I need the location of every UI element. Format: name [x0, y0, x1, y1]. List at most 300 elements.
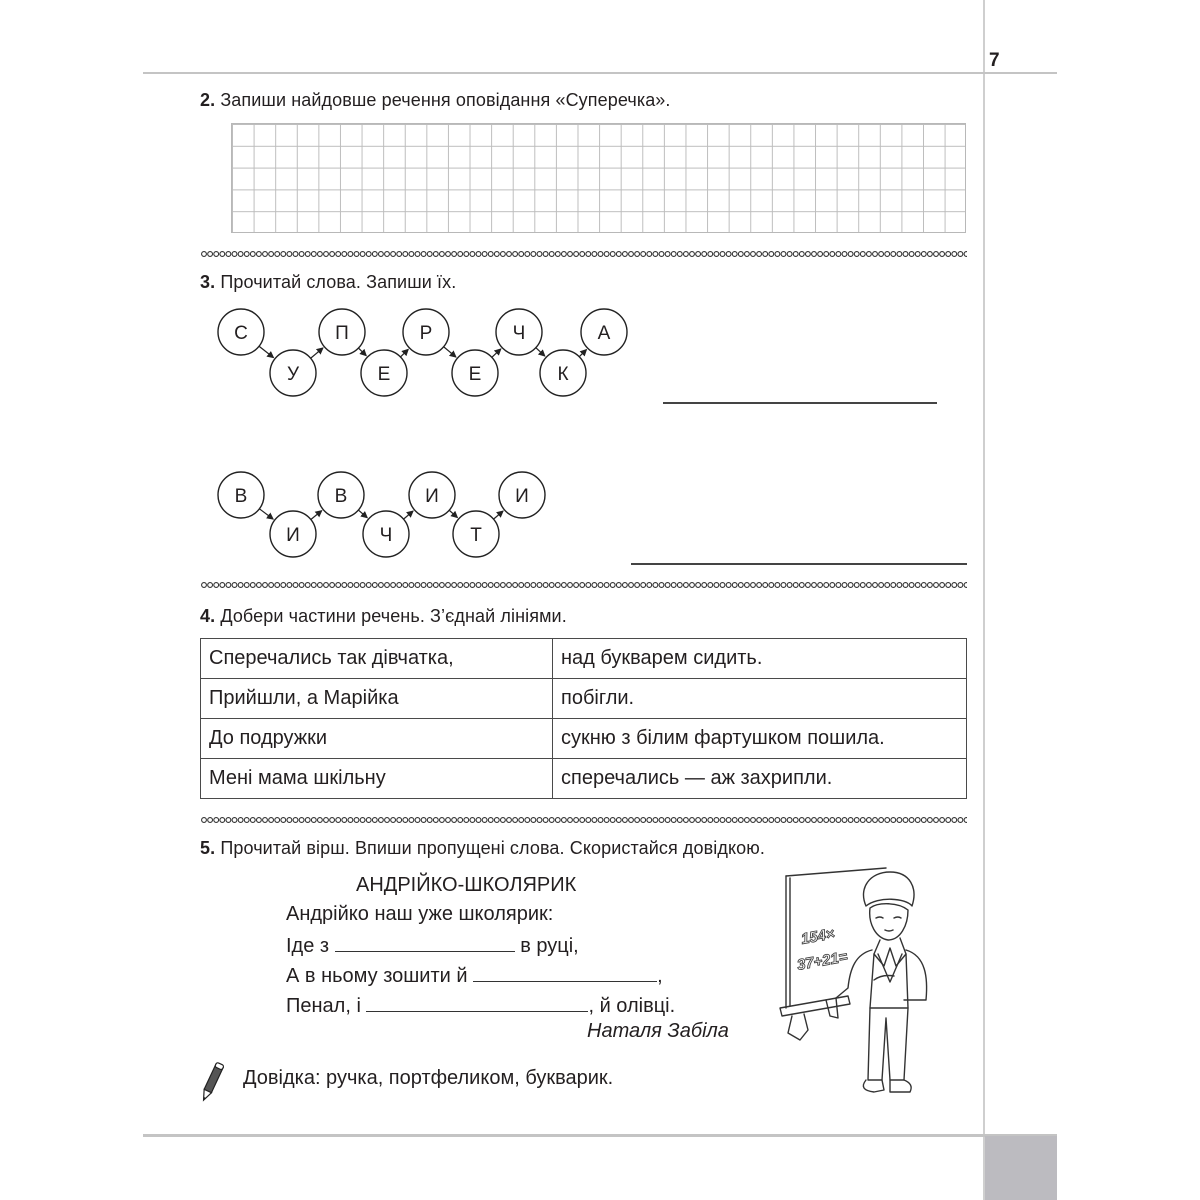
divider-ring — [360, 583, 365, 588]
sentence-end[interactable]: сперечались — аж захрипли. — [553, 759, 967, 799]
divider-ring — [873, 583, 878, 588]
divider-ring — [372, 818, 377, 823]
divider-ring — [238, 252, 243, 257]
divider-ring — [202, 583, 207, 588]
letter: Е — [468, 364, 482, 385]
letter: Ч — [379, 525, 393, 546]
divider-ring — [494, 818, 499, 823]
divider-ring — [653, 818, 658, 823]
divider-ring — [732, 252, 737, 257]
divider-ring — [726, 252, 731, 257]
page-header-line — [143, 72, 1057, 74]
divider-ring — [781, 252, 786, 257]
divider-ring — [684, 818, 689, 823]
divider-ring — [305, 583, 310, 588]
divider-ring — [238, 583, 243, 588]
divider-ring — [824, 252, 829, 257]
hint-text: Довідка: ручка, портфеликом, букварик. — [243, 1067, 614, 1089]
divider-ring — [415, 583, 420, 588]
divider-ring — [372, 583, 377, 588]
divider-ring — [610, 252, 615, 257]
sentence-start[interactable]: Мені мама шкільну — [201, 759, 553, 799]
divider-ring — [452, 818, 457, 823]
letter-chains — [200, 300, 660, 560]
divider-ring — [946, 252, 951, 257]
task-text: Прочитай вірш. Впиши пропущені слова. Скористайся довідкою. — [220, 838, 765, 858]
divider-ring — [470, 818, 475, 823]
divider-ring — [677, 252, 682, 257]
divider-ring — [257, 252, 262, 257]
divider-ring — [562, 252, 567, 257]
task-number: 2. — [200, 90, 216, 110]
divider-ring — [543, 818, 548, 823]
task-2-instruction — [200, 90, 671, 111]
arrow-connector — [358, 348, 366, 355]
divider-ring — [232, 252, 237, 257]
divider-ring — [415, 818, 420, 823]
divider-ring — [757, 583, 762, 588]
divider-ring — [702, 252, 707, 257]
divider-ring — [671, 818, 676, 823]
divider-ring — [574, 252, 579, 257]
divider-ring — [275, 252, 280, 257]
divider-ring — [549, 818, 554, 823]
task-text: Запиши найдовше речення оповідання «Суперечка». — [220, 90, 671, 110]
arrow-connector — [404, 511, 413, 519]
letter: В — [234, 486, 248, 507]
divider-ring — [763, 583, 768, 588]
divider-ring — [360, 818, 365, 823]
sentence-start[interactable]: Прийшли, а Марійка — [201, 679, 553, 719]
divider-ring — [763, 818, 768, 823]
fill-blank[interactable] — [366, 993, 588, 1012]
divider-ring — [616, 583, 621, 588]
divider-ring — [867, 252, 872, 257]
divider-ring — [592, 583, 597, 588]
poem-author: Наталя Забіла — [587, 1020, 729, 1042]
poem-line: Андрійко наш уже школярик: — [286, 903, 554, 925]
divider-ring — [488, 583, 493, 588]
divider-ring — [440, 818, 445, 823]
divider-ring — [330, 252, 335, 257]
divider-ring — [421, 818, 426, 823]
divider-ring — [909, 252, 914, 257]
divider-ring — [934, 818, 939, 823]
divider-ring — [470, 252, 475, 257]
sentence-end[interactable]: побігли. — [553, 679, 967, 719]
divider-ring — [397, 583, 402, 588]
divider-ring — [354, 818, 359, 823]
divider-ring — [464, 252, 469, 257]
divider-ring — [580, 818, 585, 823]
divider-ring — [214, 252, 219, 257]
divider-ring — [354, 252, 359, 257]
answer-line-word-2[interactable] — [631, 563, 967, 565]
divider-ring — [659, 583, 664, 588]
divider-ring — [494, 583, 499, 588]
divider-ring — [208, 583, 213, 588]
divider-ring — [665, 818, 670, 823]
letter: А — [597, 323, 611, 344]
divider-ring — [574, 583, 579, 588]
divider-ring — [964, 583, 967, 588]
divider-ring — [702, 818, 707, 823]
fill-blank[interactable] — [335, 933, 515, 952]
divider-ring — [348, 818, 353, 823]
arrow-connector — [492, 349, 501, 357]
divider-ring — [745, 583, 750, 588]
divider-ring — [775, 818, 780, 823]
divider-ring — [531, 818, 536, 823]
divider-ring — [360, 252, 365, 257]
divider-ring — [525, 252, 530, 257]
arrow-connector — [311, 511, 322, 520]
divider-ring — [891, 818, 896, 823]
sentence-end[interactable]: сукню з білим фартушком пошила. — [553, 719, 967, 759]
divider-ring — [476, 818, 481, 823]
divider-ring — [452, 583, 457, 588]
divider-ring — [263, 583, 268, 588]
answer-line-word-1[interactable] — [663, 402, 937, 404]
divider-ring — [232, 818, 237, 823]
divider-ring — [738, 252, 743, 257]
divider-ring — [696, 252, 701, 257]
divider-ring — [397, 818, 402, 823]
poem-line — [286, 933, 579, 958]
divider-ring — [311, 252, 316, 257]
section-divider — [200, 816, 967, 824]
divider-ring — [379, 252, 384, 257]
divider-ring — [928, 818, 933, 823]
divider-ring — [818, 252, 823, 257]
divider-ring — [275, 583, 280, 588]
divider-ring — [458, 818, 463, 823]
divider-ring — [501, 818, 506, 823]
fill-blank[interactable] — [473, 963, 657, 982]
divider-ring — [757, 818, 762, 823]
divider-ring — [616, 252, 621, 257]
divider-ring — [616, 818, 621, 823]
divider-ring — [604, 252, 609, 257]
divider-ring — [726, 583, 731, 588]
divider-ring — [269, 818, 274, 823]
divider-ring — [848, 583, 853, 588]
divider-ring — [244, 583, 249, 588]
poem-line — [286, 963, 663, 988]
letter: Т — [470, 525, 482, 546]
divider-ring — [696, 818, 701, 823]
divider-ring — [873, 252, 878, 257]
divider-ring — [379, 818, 384, 823]
arrow-connector — [449, 510, 457, 517]
divider-ring — [427, 252, 432, 257]
divider-ring — [665, 252, 670, 257]
divider-ring — [433, 583, 438, 588]
divider-ring — [586, 252, 591, 257]
divider-ring — [519, 252, 524, 257]
divider-ring — [848, 818, 853, 823]
divider-ring — [299, 818, 304, 823]
divider-ring — [732, 818, 737, 823]
divider-ring — [287, 818, 292, 823]
divider-ring — [610, 818, 615, 823]
divider-ring — [824, 818, 829, 823]
divider-ring — [812, 583, 817, 588]
divider-ring — [921, 818, 926, 823]
divider-ring — [250, 818, 255, 823]
divider-ring — [452, 252, 457, 257]
page-number: 7 — [989, 50, 1000, 71]
divider-ring — [220, 252, 225, 257]
divider-ring — [879, 583, 884, 588]
divider-ring — [263, 818, 268, 823]
divider-ring — [769, 818, 774, 823]
divider-ring — [549, 252, 554, 257]
divider-ring — [379, 583, 384, 588]
divider-ring — [586, 583, 591, 588]
divider-ring — [732, 583, 737, 588]
divider-ring — [244, 252, 249, 257]
divider-ring — [598, 252, 603, 257]
divider-ring — [464, 583, 469, 588]
divider-ring — [494, 252, 499, 257]
divider-ring — [897, 252, 902, 257]
divider-ring — [958, 818, 963, 823]
divider-ring — [806, 818, 811, 823]
divider-ring — [641, 583, 646, 588]
arrow-connector — [494, 511, 503, 519]
divider-ring — [415, 252, 420, 257]
page-footer-line — [143, 1134, 1057, 1137]
divider-ring — [696, 583, 701, 588]
divider-ring — [787, 252, 792, 257]
divider-ring — [793, 818, 798, 823]
pencil-icon — [198, 1060, 226, 1104]
divider-ring — [751, 583, 756, 588]
divider-ring — [202, 252, 207, 257]
sentence-start[interactable]: Сперечались так дівчатка, — [201, 639, 553, 679]
divider-ring — [903, 818, 908, 823]
divider-ring — [464, 818, 469, 823]
divider-ring — [458, 583, 463, 588]
divider-ring — [720, 252, 725, 257]
divider-ring — [568, 583, 573, 588]
divider-ring — [257, 583, 262, 588]
divider-ring — [641, 818, 646, 823]
divider-ring — [232, 583, 237, 588]
divider-ring — [555, 583, 560, 588]
divider-ring — [860, 583, 865, 588]
divider-ring — [366, 818, 371, 823]
divider-ring — [598, 818, 603, 823]
divider-ring — [226, 818, 231, 823]
divider-ring — [867, 583, 872, 588]
divider-ring — [903, 252, 908, 257]
divider-ring — [818, 818, 823, 823]
letter: С — [234, 323, 248, 344]
divider-ring — [318, 583, 323, 588]
divider-ring — [305, 818, 310, 823]
divider-ring — [482, 818, 487, 823]
divider-ring — [940, 583, 945, 588]
divider-ring — [714, 252, 719, 257]
divider-ring — [708, 818, 713, 823]
divider-ring — [318, 818, 323, 823]
divider-ring — [238, 818, 243, 823]
divider-ring — [525, 583, 530, 588]
divider-ring — [915, 818, 920, 823]
divider-ring — [592, 818, 597, 823]
letter: Р — [419, 323, 433, 344]
divider-ring — [934, 583, 939, 588]
divider-ring — [293, 252, 298, 257]
divider-ring — [574, 818, 579, 823]
divider-ring — [775, 583, 780, 588]
divider-ring — [915, 252, 920, 257]
divider-ring — [476, 583, 481, 588]
divider-ring — [897, 583, 902, 588]
arrow-connector — [536, 348, 545, 356]
divider-ring — [629, 818, 634, 823]
section-divider — [200, 581, 967, 589]
divider-ring — [671, 252, 676, 257]
letter: П — [335, 323, 349, 344]
divider-ring — [708, 252, 713, 257]
divider-ring — [690, 818, 695, 823]
divider-ring — [476, 252, 481, 257]
divider-ring — [836, 252, 841, 257]
arrow-connector — [259, 346, 273, 357]
arrow-connector — [579, 350, 586, 357]
table-row — [201, 719, 967, 759]
divider-ring — [690, 583, 695, 588]
divider-ring — [586, 818, 591, 823]
arrow-connector — [259, 509, 273, 519]
divider-ring — [806, 583, 811, 588]
writing-grid[interactable] — [231, 123, 966, 233]
divider-ring — [751, 818, 756, 823]
letter: И — [286, 525, 300, 546]
divider-ring — [421, 252, 426, 257]
divider-ring — [854, 583, 859, 588]
divider-ring — [842, 583, 847, 588]
divider-ring — [568, 818, 573, 823]
divider-ring — [836, 583, 841, 588]
divider-ring — [537, 583, 542, 588]
divider-ring — [555, 818, 560, 823]
divider-ring — [964, 818, 967, 823]
letter: В — [334, 486, 348, 507]
letter: Е — [377, 364, 391, 385]
divider-ring — [421, 583, 426, 588]
divider-ring — [531, 583, 536, 588]
divider-ring — [604, 818, 609, 823]
divider-ring — [391, 818, 396, 823]
divider-ring — [208, 252, 213, 257]
sentence-end[interactable]: над букварем сидить. — [553, 639, 967, 679]
divider-ring — [824, 583, 829, 588]
divider-ring — [879, 252, 884, 257]
divider-ring — [799, 818, 804, 823]
divider-ring — [488, 818, 493, 823]
divider-ring — [677, 583, 682, 588]
divider-ring — [745, 252, 750, 257]
divider-ring — [397, 252, 402, 257]
divider-ring — [726, 818, 731, 823]
divider-ring — [342, 252, 347, 257]
divider-ring — [433, 252, 438, 257]
divider-ring — [513, 818, 518, 823]
task-text: Прочитай слова. Запиши їх. — [220, 272, 457, 292]
divider-ring — [885, 818, 890, 823]
arrow-connector — [444, 347, 456, 357]
divider-ring — [501, 583, 506, 588]
divider-ring — [909, 818, 914, 823]
divider-ring — [860, 818, 865, 823]
divider-ring — [269, 252, 274, 257]
divider-ring — [269, 583, 274, 588]
divider-ring — [885, 583, 890, 588]
divider-ring — [842, 818, 847, 823]
arrow-connector — [358, 510, 367, 518]
divider-ring — [580, 252, 585, 257]
sentence-start[interactable]: До подружки — [201, 719, 553, 759]
divider-ring — [891, 252, 896, 257]
divider-ring — [214, 818, 219, 823]
page-margin-vertical-line — [983, 0, 985, 1200]
divider-ring — [537, 818, 542, 823]
divider-ring — [665, 583, 670, 588]
task-3-instruction — [200, 272, 456, 293]
divider-ring — [714, 583, 719, 588]
divider-ring — [214, 583, 219, 588]
divider-ring — [409, 818, 414, 823]
divider-ring — [623, 252, 628, 257]
divider-ring — [879, 818, 884, 823]
divider-ring — [787, 583, 792, 588]
divider-ring — [812, 252, 817, 257]
poem-text: , й олівці. — [588, 995, 676, 1017]
divider-ring — [311, 583, 316, 588]
divider-ring — [427, 583, 432, 588]
divider-ring — [921, 252, 926, 257]
divider-ring — [781, 583, 786, 588]
divider-ring — [653, 252, 658, 257]
poem-text: Пенал, і — [286, 995, 367, 1017]
divider-ring — [812, 818, 817, 823]
task-number: 3. — [200, 272, 216, 292]
divider-ring — [324, 252, 329, 257]
divider-ring — [519, 583, 524, 588]
table-row — [201, 759, 967, 799]
divider-ring — [330, 818, 335, 823]
divider-ring — [385, 818, 390, 823]
page-edge-tab — [985, 1136, 1057, 1200]
divider-ring — [964, 252, 967, 257]
divider-ring — [543, 583, 548, 588]
task-5-instruction — [200, 838, 765, 859]
divider-ring — [897, 818, 902, 823]
divider-ring — [659, 818, 664, 823]
divider-ring — [287, 583, 292, 588]
divider-ring — [592, 252, 597, 257]
divider-ring — [330, 583, 335, 588]
divider-ring — [635, 583, 640, 588]
divider-ring — [385, 583, 390, 588]
divider-ring — [507, 252, 512, 257]
divider-ring — [318, 252, 323, 257]
divider-ring — [830, 583, 835, 588]
